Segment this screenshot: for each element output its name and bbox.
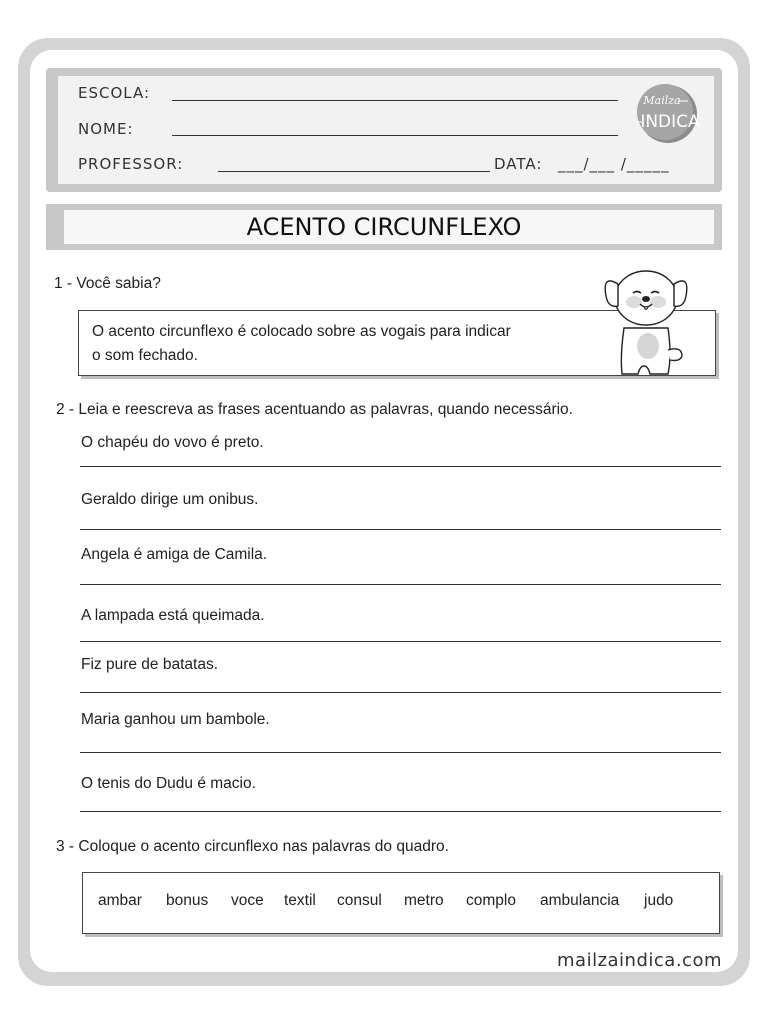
school-field[interactable] [172,100,618,101]
word-item: textil [284,892,316,909]
word-item: ambar [98,892,142,909]
logo-text-bottom: INDICA [640,112,700,132]
mailza-indica-logo [628,82,708,146]
answer-line-6[interactable] [80,752,721,753]
word-item: bonus [166,892,209,909]
footer-website: mailzaindica.com [557,950,722,971]
info-text-line-1: O acento circunflexo é colocado sobre as vogais para indicar [92,323,511,340]
answer-line-4[interactable] [80,641,721,642]
name-field[interactable] [172,135,618,136]
sentence-7: O tenis do Dudu é macio. [81,775,256,792]
name-label: NOME: [78,120,134,138]
question-3-label: 3 - Coloque o acento circunflexo nas palavras do quadro. [56,838,449,855]
word-item: complo [466,892,516,909]
school-label: ESCOLA: [78,84,151,102]
word-item: judo [644,892,674,909]
logo-text-top: Mailza [643,94,681,107]
word-item: voce [231,892,264,909]
word-item: ambulancia [540,892,620,909]
info-text-line-2: o som fechado. [92,347,198,364]
teacher-label: PROFESSOR: [78,155,184,173]
word-item: consul [337,892,382,909]
sentence-5: Fiz pure de batatas. [81,656,218,673]
sentence-3: Angela é amiga de Camila. [81,546,268,563]
worksheet-title: ACENTO CIRCUNFLEXO [246,213,522,241]
sentence-6: Maria ganhou um bambole. [81,711,270,728]
sentence-4: A lampada está queimada. [81,607,265,624]
answer-line-7[interactable] [80,811,721,812]
answer-line-3[interactable] [80,584,721,585]
puppy-illustration [598,266,694,380]
sentence-2: Geraldo dirige um onibus. [81,491,259,508]
date-label: DATA: [494,155,543,173]
answer-line-5[interactable] [80,692,721,693]
sentence-1: O chapéu do vovo é preto. [81,434,264,451]
question-2-label: 2 - Leia e reescreva as frases acentuando as palavras, quando necessário. [56,401,573,418]
answer-line-1[interactable] [80,466,721,467]
date-field[interactable]: ___/___ /_____ [558,155,670,173]
word-item: metro [404,892,444,909]
question-1-label: 1 - Você sabia? [54,275,161,292]
teacher-field[interactable] [218,171,490,172]
answer-line-2[interactable] [80,529,721,530]
